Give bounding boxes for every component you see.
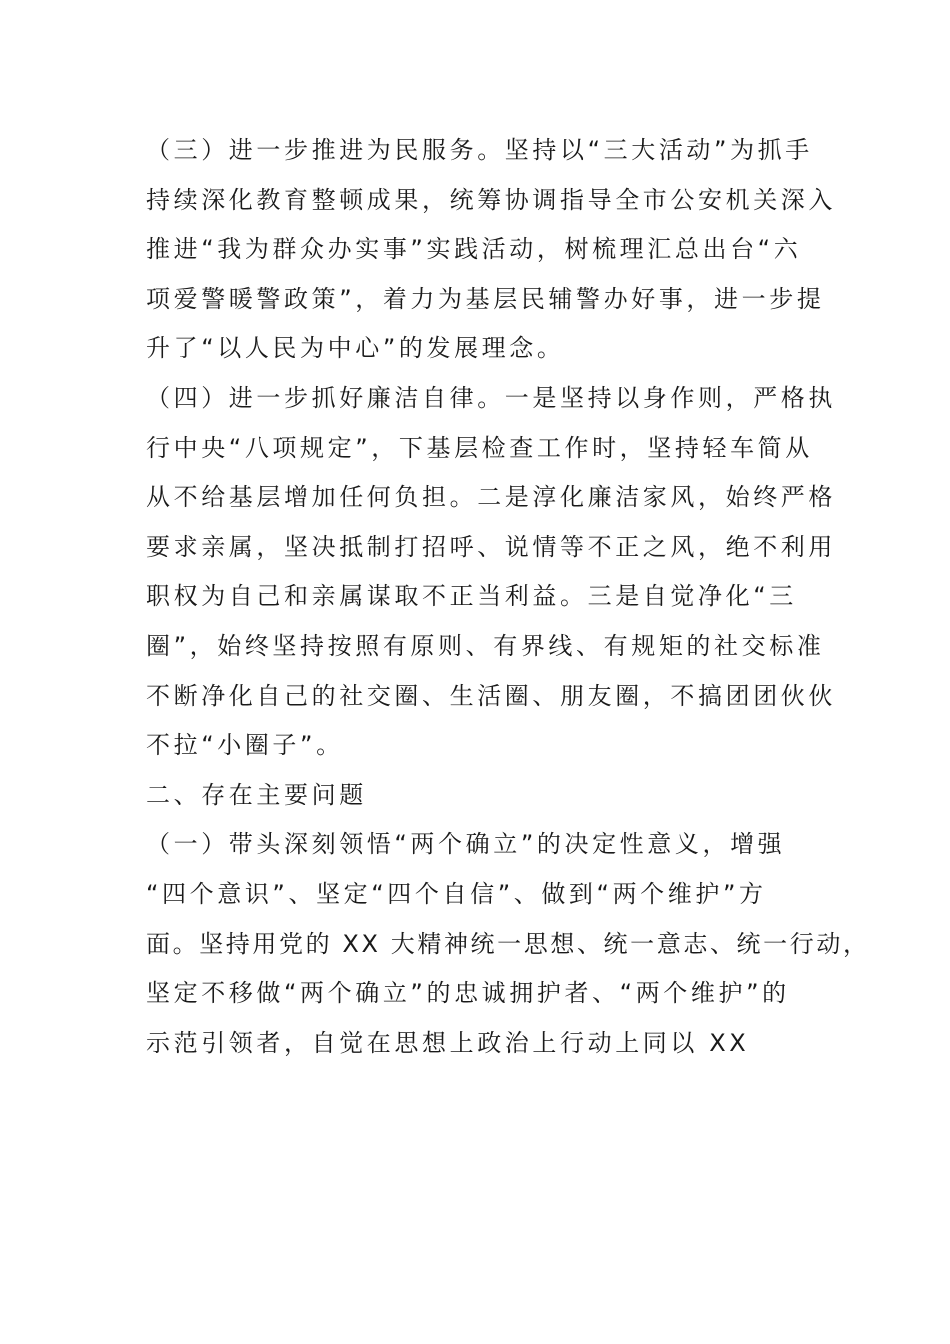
text-line: （一）带头深刻领悟“两个确立”的决定性意义，增强 <box>146 830 786 859</box>
text-line: 升了“以人民为中心”的发展理念。 <box>146 334 565 363</box>
text-line: 面。坚持用党的 XX 大精神统一思想、统一意志、统一行动， <box>146 929 870 958</box>
text-line: （三）进一步推进为民服务。坚持以“三大活动”为抓手 <box>146 136 813 164</box>
text-line: “四个意识”、坚定“四个自信”、做到“两个维护”方 <box>146 879 767 908</box>
text-line: 从不给基层增加任何负担。二是淳化廉洁家风，始终严格 <box>146 483 836 512</box>
text-line: 要求亲属，坚决抵制打招呼、说情等不正之风，绝不利用 <box>146 532 836 561</box>
text-line: 坚定不移做“两个确立”的忠诚拥护者、“两个维护”的 <box>146 979 790 1008</box>
text-line: 圈”，始终坚持按照有原则、有界线、有规矩的社交标准 <box>146 631 825 660</box>
text-line: 持续深化教育整顿成果，统筹协调指导全市公安机关深入 <box>146 185 836 214</box>
text-line: 职权为自己和亲属谋取不正当利益。三是自觉净化“三 <box>146 582 797 611</box>
text-line: （四）进一步抓好廉洁自律。一是坚持以身作则，严格执 <box>146 383 836 412</box>
text-line: 不拉“小圈子”。 <box>146 731 344 760</box>
text-line: 不断净化自己的社交圈、生活圈、朋友圈，不搞团团伙伙 <box>146 681 836 710</box>
document-body <box>146 126 870 1068</box>
text-line: 项爱警暖警政策”，着力为基层民辅警办好事，进一步提 <box>146 284 825 313</box>
section-heading: 二、存在主要问题 <box>146 780 367 809</box>
text-line: 行中央“八项规定”，下基层检查工作时，坚持轻车简从 <box>146 433 813 462</box>
text-line: 推进“我为群众办实事”实践活动，树梳理汇总出台“六 <box>146 235 802 264</box>
text-line: 示范引领者，自觉在思想上政治上行动上同以 XX <box>146 1028 750 1057</box>
